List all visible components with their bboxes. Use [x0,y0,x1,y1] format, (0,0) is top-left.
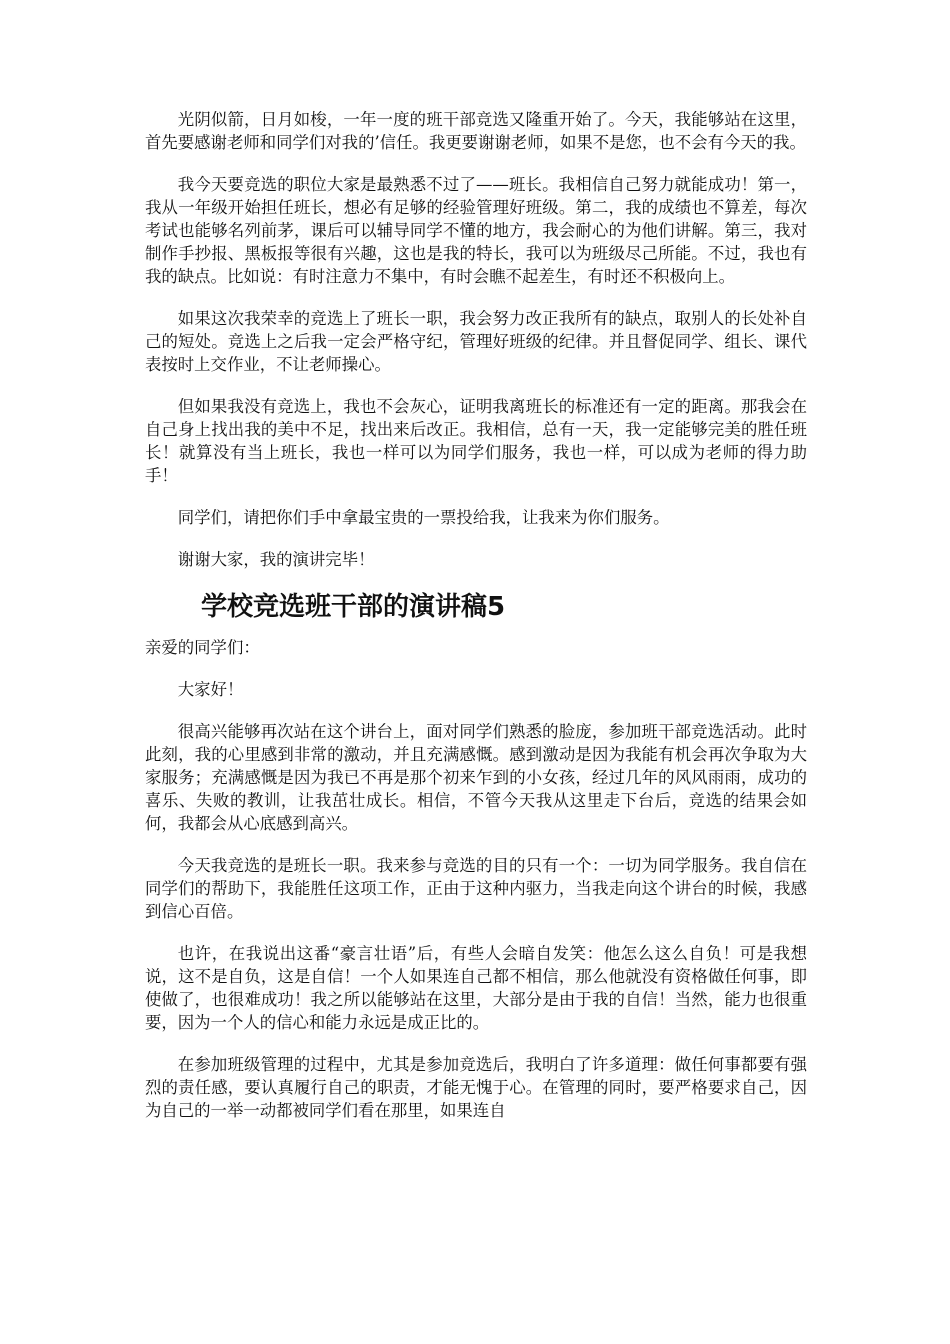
document-page [145,108,807,1141]
paragraph: 同学们，请把你们手中拿最宝贵的一票投给我，让我来为你们服务。 [177,508,670,527]
salutation: 亲爱的同学们： [145,638,260,657]
paragraph: 很高兴能够再次站在这个讲台上，面对同学们熟悉的脸庞，参加班干部竞选活动。此时此刻，我的心里感到非常的激动，并且充满感慨。感到激动是因为我能有机会再次争取为大家服务；充满感慨是因为我已不再是那个初来乍到的小女孩，经过几年的风风雨雨，成功的喜乐、失败的教训，让我茁壮成长。相信，不管今天我从这里走下台后，竞选的结果会如何，我都会从心底感到高兴。 [145,722,807,833]
section-heading: 学校竞选班干部的演讲稿5 [201,592,506,622]
paragraph: 如果这次我荣幸的竞选上了班长一职，我会努力改正我所有的缺点，取别人的长处补自己的短处。竞选上之后我一定会严格守纪，管理好班级的纪律。并且督促同学、组长、课代表按时上交作业，不让老师操心。 [145,309,807,374]
paragraph: 也许，在我说出这番“豪言壮语”后，有些人会暗自发笑：他怎么这么自负！可是我想说，这不是自负，这是自信！一个人如果连自己都不相信，那么他就没有资格做任何事，即使做了，也很难成功！我之所以能够站在这里，大部分是由于我的自信！当然，能力也很重要，因为一个人的信心和能力永远是成正比的。 [145,944,807,1032]
paragraph: 我今天要竞选的职位大家是最熟悉不过了——班长。我相信自己努力就能成功！第一，我从一年级开始担任班长，想必有足够的经验管理好班级。第二，我的成绩也不算差，每次考试也能够名列前茅，课后可以辅导同学不懂的地方，我会耐心的为他们讲解。第三，我对制作手抄报、黑板报等很有兴趣，这也是我的特长，我可以为班级尽己所能。不过，我也有我的缺点。比如说：有时注意力不集中，有时会瞧不起差生，有时还不积极向上。 [145,175,807,286]
paragraph: 今天我竞选的是班长一职。我来参与竞选的目的只有一个：一切为同学服务。我自信在同学们的帮助下，我能胜任这项工作，正由于这种内驱力，当我走向这个讲台的时候，我感到信心百倍。 [145,856,807,921]
paragraph: 光阴似箭，日月如梭，一年一度的班干部竞选又隆重开始了。今天，我能够站在这里，首先要感谢老师和同学们对我的’信任。我更要谢谢老师，如果不是您，也不会有今天的我。 [145,110,807,152]
paragraph: 谢谢大家，我的演讲完毕！ [177,550,375,569]
paragraph: 大家好！ [177,680,244,699]
paragraph: 在参加班级管理的过程中，尤其是参加竞选后，我明白了许多道理：做任何事都要有强烈的责任感，要认真履行自己的职责，才能无愧于心。在管理的同时，要严格要求自己，因为自己的一举一动都被同学们看在那里，如果连自 [145,1055,807,1120]
paragraph: 但如果我没有竞选上，我也不会灰心，证明我离班长的标准还有一定的距离。那我会在自己身上找出我的美中不足，找出来后改正。我相信，总有一天，我一定能够完美的胜任班长！就算没有当上班长，我也一样可以为同学们服务，我也一样，可以成为老师的得力助手！ [145,397,807,485]
